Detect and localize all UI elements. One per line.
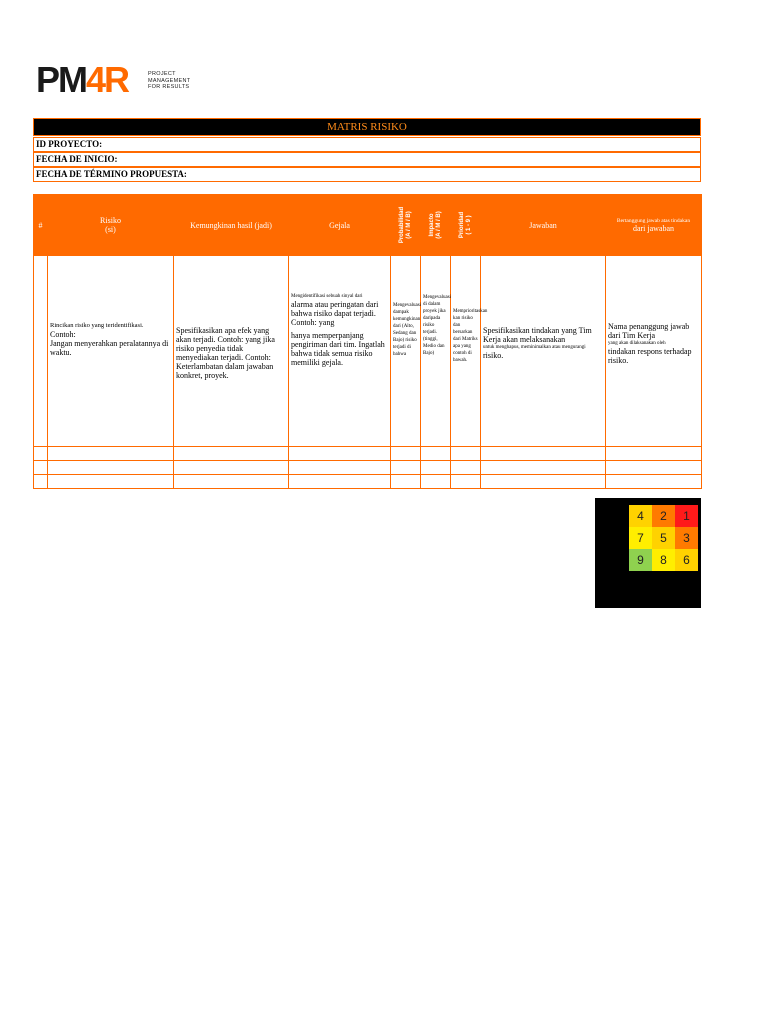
owner-cell: Nama penanggung jawab dari Tim Kerja yang akan dilaksanakan oleh tindakan respons terhadap risiko. bbox=[606, 256, 702, 447]
table-row bbox=[34, 447, 702, 461]
risk-cell: Rincikan risiko yang teridentifikasi. Contoh: Jangan menyerahkan peralatannya di waktu. bbox=[48, 256, 174, 447]
heatmap-cell: 7 bbox=[629, 527, 652, 549]
heatmap-cell: 1 bbox=[675, 505, 698, 527]
col-header-impact: Impacto (A / M / B) bbox=[421, 195, 451, 256]
symptom-cell: Mengidentifikasi sebuah sinyal dari alarma atau peringatan dari bahwa risiko dapat terjadi. Contoh: yang hanya memperpanjang pengiriman dari tim. Ingatlah bahwa tidak semua risiko memiliki gejala. bbox=[289, 256, 391, 447]
col-header-owner: Bertanggung jawab atas tindakan dari jawaban bbox=[606, 195, 702, 256]
logo-tagline: PROJECT MANAGEMENT FOR RESULTS bbox=[148, 71, 191, 90]
heatmap-cell: 3 bbox=[675, 527, 698, 549]
table-row bbox=[34, 461, 702, 475]
heatmap-cell: 2 bbox=[652, 505, 675, 527]
logo-wordmark: PM4R bbox=[36, 59, 129, 100]
response-cell: Spesifikasikan tindakan yang Tim Kerja akan melaksanakan untuk menghapus, meminimalkan atau mengurangi risiko. bbox=[481, 256, 606, 447]
table-row bbox=[34, 256, 702, 447]
col-header-risk: Risiko (si) bbox=[48, 195, 174, 256]
col-header-response: Jawaban bbox=[481, 195, 606, 256]
matrix-title: MATRIS RISIKO bbox=[33, 118, 701, 136]
priority-cell: Memprioritaskan kan risiko dan bersarkan dari Matriks apa yang contoh di bawah. bbox=[451, 256, 481, 447]
project-id-row: ID PROYECTO: bbox=[33, 137, 701, 152]
col-header-likely: Kemungkinan hasil (jadi) bbox=[174, 195, 289, 256]
col-header-number: # bbox=[34, 195, 48, 256]
heatmap-cell: 4 bbox=[629, 505, 652, 527]
row-number-cell bbox=[34, 256, 48, 447]
impact-cell: Mengevaluasi di dalam proyek jika daripada risiko terjadi. (tinggi, Medio dan Bajo) bbox=[421, 256, 451, 447]
table-header-row bbox=[34, 195, 702, 256]
risk-matrix-table bbox=[33, 194, 702, 489]
probability-cell: Mengevaluasi dampak kemungkinan dari (Alto, Sedang dan Bajo) risiko terjadi di bahwa bbox=[391, 256, 421, 447]
heatmap-cell: 9 bbox=[629, 549, 652, 571]
col-header-symptom: Gejala bbox=[289, 195, 391, 256]
heatmap-cell: 6 bbox=[675, 549, 698, 571]
start-date-row: FECHA DE INICIO: bbox=[33, 152, 701, 167]
table-row bbox=[34, 475, 702, 489]
heatmap-cell: 5 bbox=[652, 527, 675, 549]
col-header-priority: Prioridad ( 1 - 9 ) bbox=[451, 195, 481, 256]
priority-heatmap bbox=[595, 498, 701, 608]
pm4r-logo bbox=[36, 58, 196, 102]
likely-cell: Spesifikasikan apa efek yang akan terjadi. Contoh: yang jika risiko penyedia tidak menyediakan terjadi. Contoh: Keterlambatan dalam jawaban konkret, proyek. bbox=[174, 256, 289, 447]
end-date-row: FECHA DE TÉRMINO PROPUESTA: bbox=[33, 167, 701, 182]
col-header-probability: Probabilidad (A / M / B) bbox=[391, 195, 421, 256]
heatmap-cell: 8 bbox=[652, 549, 675, 571]
